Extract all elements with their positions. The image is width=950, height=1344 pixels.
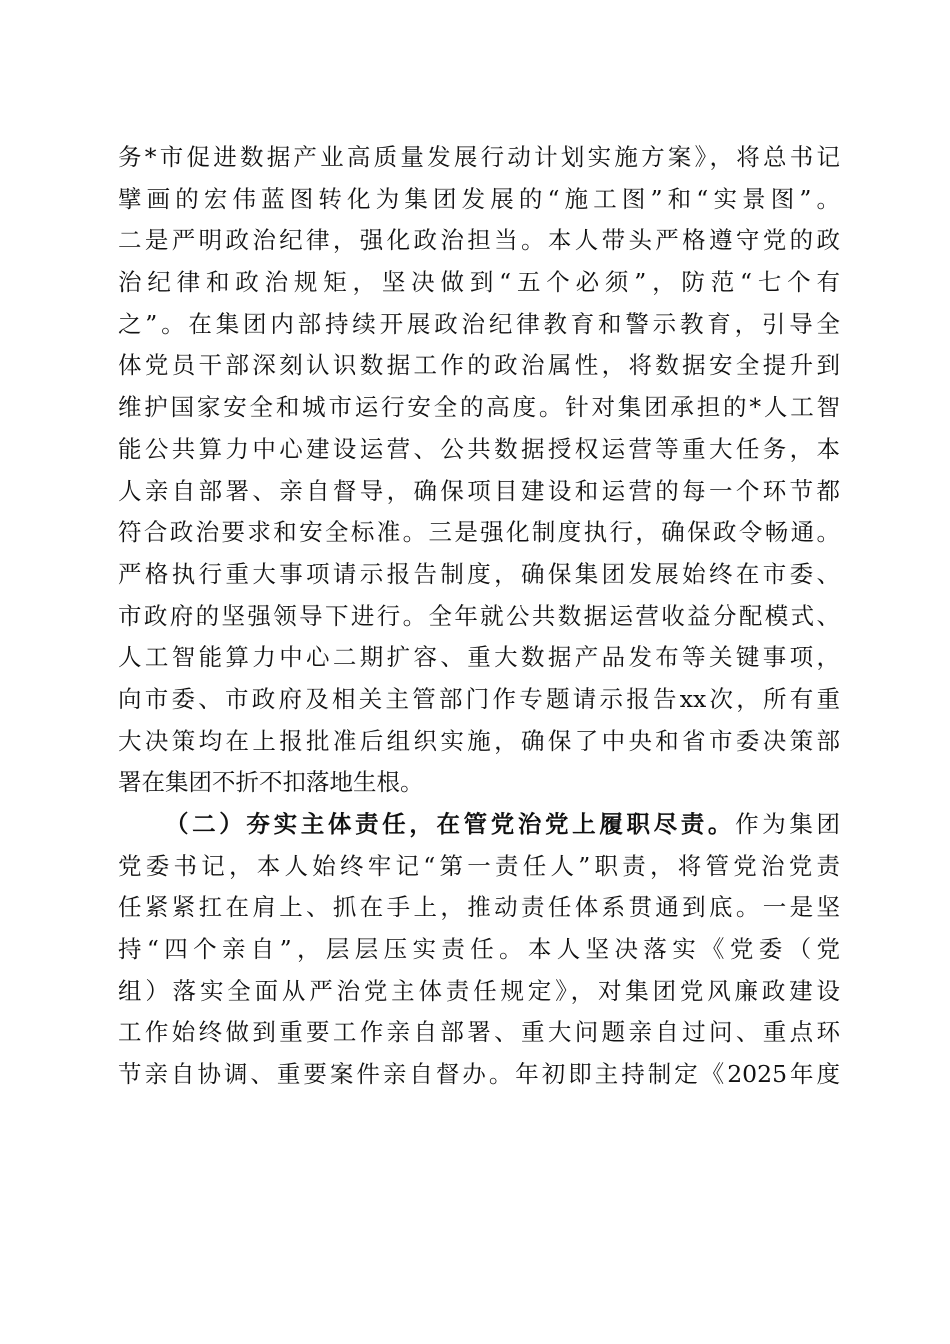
section-heading-continuation: 作为集团 [735, 810, 840, 838]
paragraph-line: 人工智能算力中心二期扩容、重大数据产品发布等关键事项， [118, 643, 840, 672]
paragraph-line-last: 署在集团不折不扣落地生根。 [118, 768, 424, 797]
paragraph-line: 之”。在集团内部持续开展政治纪律教育和警示教育，引导全 [118, 309, 840, 338]
paragraph-line: 党委书记，本人始终牢记“第一责任人”职责，将管党治党责 [118, 851, 840, 880]
paragraph-line: 符合政治要求和安全标准。三是强化制度执行，确保政令畅通。 [118, 518, 840, 547]
paragraph-line: 市政府的坚强领导下进行。全年就公共数据运营收益分配模式、 [118, 601, 840, 630]
paragraph-line: 持“四个亲自”，层层压实责任。本人坚决落实《党委（党 [118, 935, 840, 964]
document-body [118, 137, 840, 1096]
paragraph-line: 组）落实全面从严治党主体责任规定》，对集团党风廉政建设 [118, 976, 840, 1005]
paragraph-line: 工作始终做到重要工作亲自部署、重大问题亲自过问、重点环 [118, 1018, 840, 1047]
paragraph-line: 人亲自部署、亲自督导，确保项目建设和运营的每一个环节都 [118, 476, 840, 505]
paragraph-line: 能公共算力中心建设运营、公共数据授权运营等重大任务，本 [118, 434, 840, 463]
paragraph-line: 大决策均在上报批准后组织实施，确保了中央和省市委决策部 [118, 726, 840, 755]
paragraph-line: 严格执行重大事项请示报告制度，确保集团发展始终在市委、 [118, 559, 840, 588]
paragraph-line: 节亲自协调、重要案件亲自督办。年初即主持制定《2025年度 [118, 1060, 840, 1089]
paragraph-line: 体党员干部深刻认识数据工作的政治属性，将数据安全提升到 [118, 351, 840, 380]
paragraph-line: 向市委、市政府及相关主管部门作专题请示报告xx次，所有重 [118, 684, 840, 713]
paragraph-line: 任紧紧扛在肩上、抓在手上，推动责任体系贯通到底。一是坚 [118, 893, 840, 922]
section-heading: （二）夯实主体责任，在管党治党上履职尽责。 [165, 810, 736, 838]
paragraph-line: 维护国家安全和城市运行安全的高度。针对集团承担的*人工智 [118, 393, 840, 422]
section-heading-line [118, 804, 840, 846]
paragraph-line: 治纪律和政治规矩，坚决做到“五个必须”，防范“七个有 [118, 268, 840, 297]
paragraph-line: 务*市促进数据产业高质量发展行动计划实施方案》，将总书记 [118, 143, 840, 171]
paragraph-line: 擘画的宏伟蓝图转化为集团发展的“施工图”和“实景图”。 [118, 184, 840, 213]
paragraph-line: 二是严明政治纪律，强化政治担当。本人带头严格遵守党的政 [118, 226, 840, 255]
